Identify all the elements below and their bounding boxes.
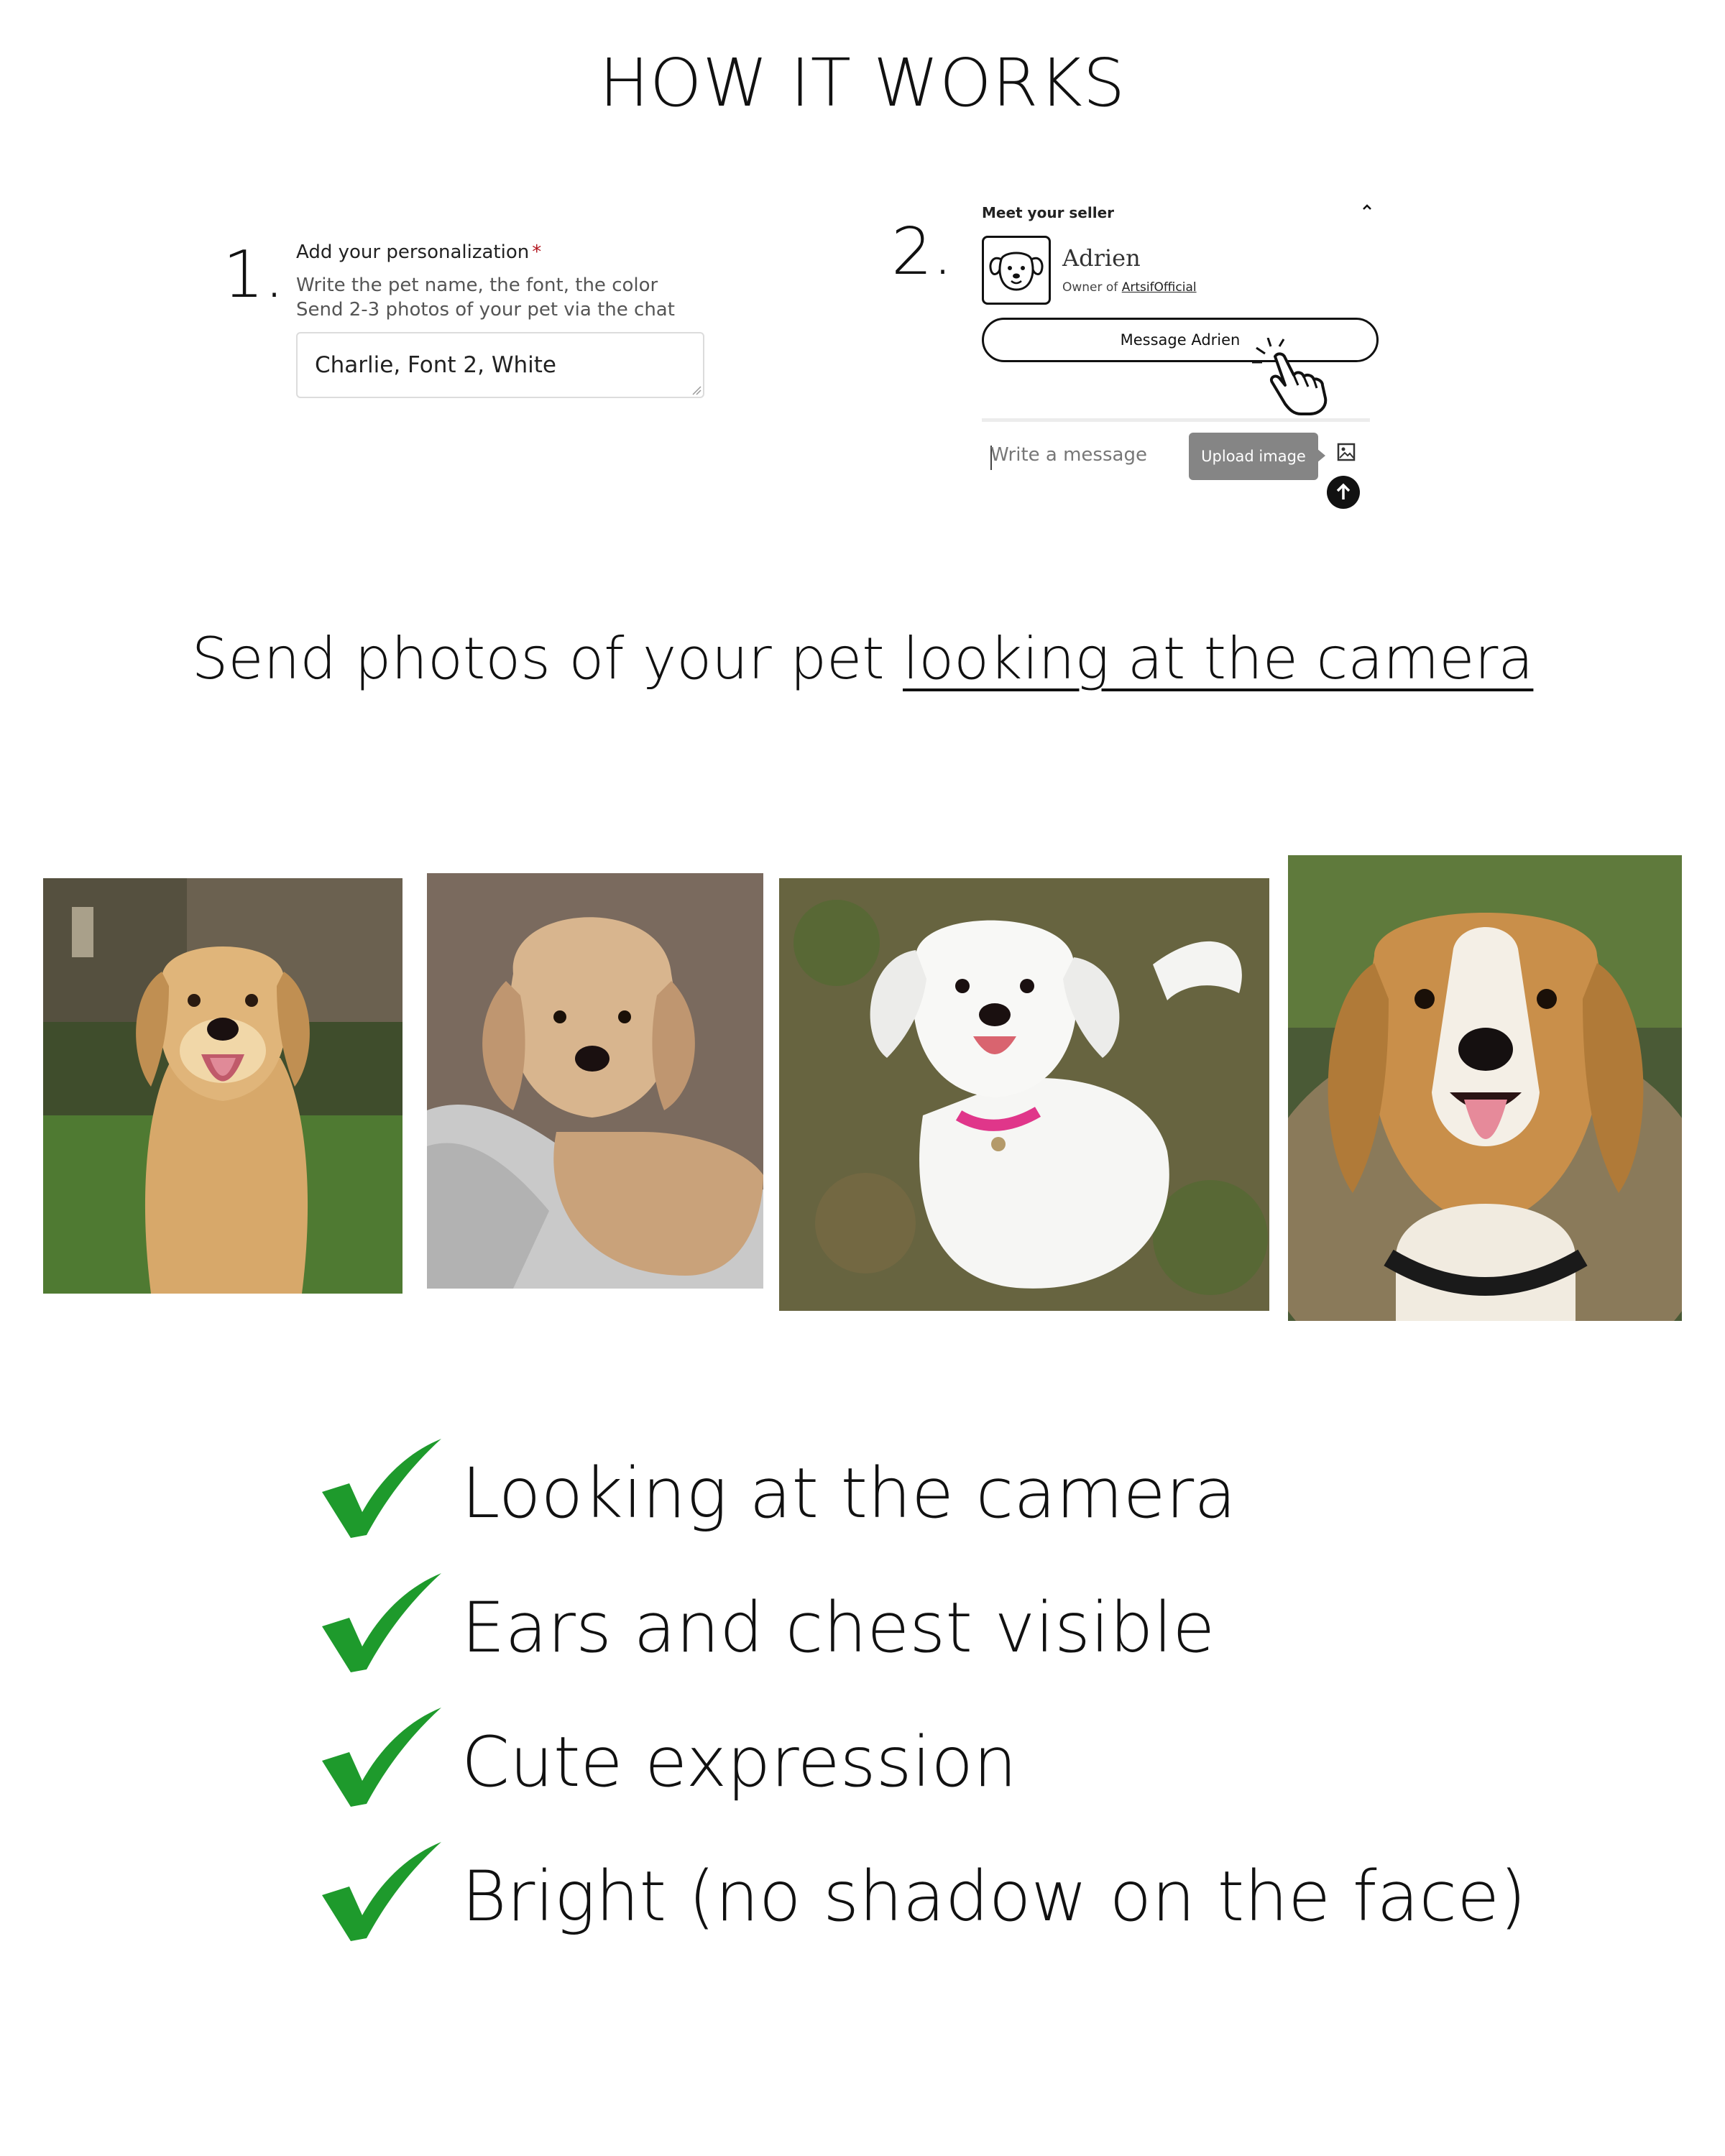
checklist-text: Cute expression: [461, 1722, 1017, 1802]
tooltip-arrow: [1317, 448, 1325, 463]
required-asterisk: *: [532, 241, 542, 263]
page-title: HOW IT WORKS: [599, 45, 1126, 121]
chevron-up-icon[interactable]: [1361, 201, 1373, 213]
seller-owner-line: [1062, 280, 1197, 295]
seller-avatar[interactable]: [982, 236, 1051, 305]
message-seller-button[interactable]: Message Adrien: [982, 318, 1379, 362]
checklist-text: Bright (no shadow on the face): [461, 1856, 1527, 1937]
seller-name: Adrien: [1062, 244, 1141, 272]
personalization-input[interactable]: Charlie, Font 2, White: [296, 332, 704, 398]
photo-instruction: [0, 625, 1725, 692]
checkmark-icon: [316, 1841, 443, 1941]
image-icon[interactable]: [1337, 443, 1356, 461]
personalization-label-text: Add your personalization: [296, 241, 530, 263]
dog-photo-poodle-puppy: [427, 873, 763, 1289]
upload-image-tooltip: Upload image: [1189, 433, 1318, 480]
message-input[interactable]: Write a message: [990, 444, 1147, 466]
chat-divider: [982, 418, 1370, 422]
dog-photo-white-bichon: [779, 878, 1269, 1311]
checklist-item: [316, 1841, 1538, 1941]
resize-handle-icon[interactable]: [691, 385, 702, 395]
personalization-label: [296, 241, 541, 263]
checkmark-icon: [316, 1572, 443, 1672]
step-number-2: 2.: [891, 214, 953, 290]
dog-face-icon: [984, 238, 1049, 303]
dog-photo-golden-retriever: [43, 878, 402, 1294]
checklist-text: Looking at the camera: [461, 1453, 1237, 1534]
shop-link[interactable]: ArtsifOfficial: [1121, 280, 1197, 295]
personalization-help-line-2: Send 2-3 photos of your pet via the chat: [296, 299, 675, 321]
pointing-hand-icon: [1251, 338, 1337, 417]
photo-instruction-text: Send photos of your pet: [191, 625, 885, 692]
checkmark-icon: [316, 1706, 443, 1807]
arrow-up-icon: [1327, 476, 1360, 509]
photo-instruction-underlined: looking at the camera: [903, 625, 1534, 692]
checkmark-icon: [316, 1437, 443, 1538]
checklist-item: [316, 1437, 1538, 1538]
dog-photo-beagle: [1288, 855, 1682, 1321]
checklist-item: [316, 1572, 1538, 1672]
checklist-item: [316, 1706, 1538, 1807]
send-button[interactable]: [1327, 476, 1360, 509]
owner-prefix: Owner of: [1062, 280, 1118, 295]
checklist-text: Ears and chest visible: [461, 1588, 1215, 1668]
meet-seller-heading: Meet your seller: [982, 204, 1115, 221]
personalization-help-line-1: Write the pet name, the font, the color: [296, 275, 658, 296]
step-number-1: 1.: [223, 237, 285, 313]
